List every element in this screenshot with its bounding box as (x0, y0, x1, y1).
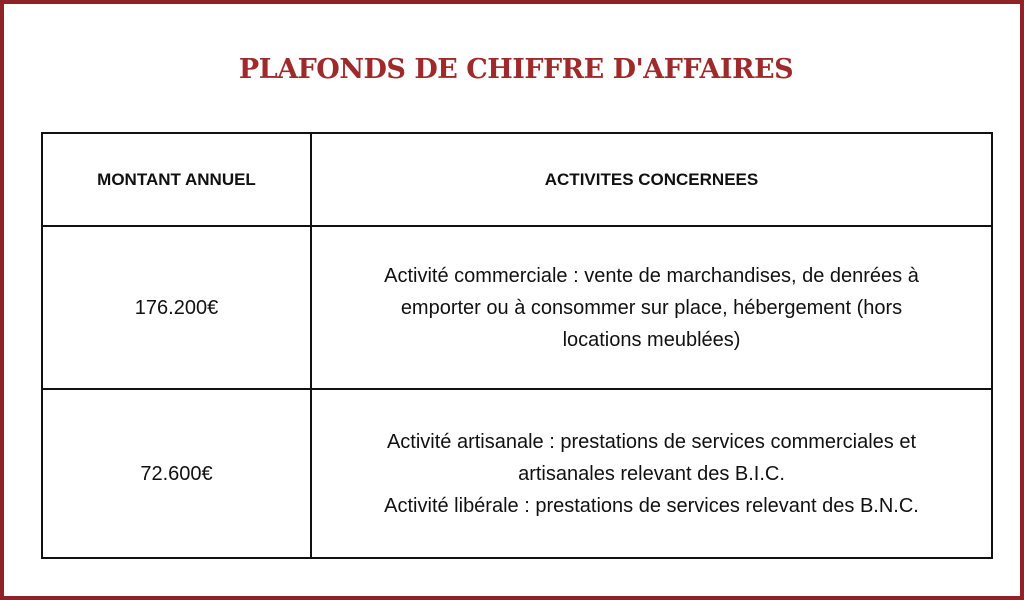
amount-cell: 72.600€ (42, 389, 311, 558)
ceiling-table (41, 132, 993, 559)
activity-line: artisanales relevant des B.I.C. (518, 462, 785, 485)
table-row (42, 226, 992, 389)
amount-cell: 176.200€ (42, 226, 311, 389)
activities-cell (311, 389, 992, 558)
header-activities: ACTIVITES CONCERNEES (311, 133, 992, 226)
activity-line: Activité libérale : prestations de services relevant des B.N.C. (384, 494, 919, 517)
activity-line: Activité artisanale : prestations de services commerciales et (386, 430, 917, 453)
header-annual-amount: MONTANT ANNUEL (42, 133, 311, 226)
page-title: PLAFONDS DE CHIFFRE D'AFFAIRES (238, 54, 794, 85)
table-header-row (42, 133, 992, 226)
activities-cell (311, 226, 992, 389)
table-row (42, 389, 992, 558)
activity-line: locations meublées) (562, 328, 741, 351)
activity-line: emporter ou à consommer sur place, hébergement (hors (400, 296, 903, 319)
activity-line: Activité commerciale : vente de marchandises, de denrées à (384, 264, 919, 287)
